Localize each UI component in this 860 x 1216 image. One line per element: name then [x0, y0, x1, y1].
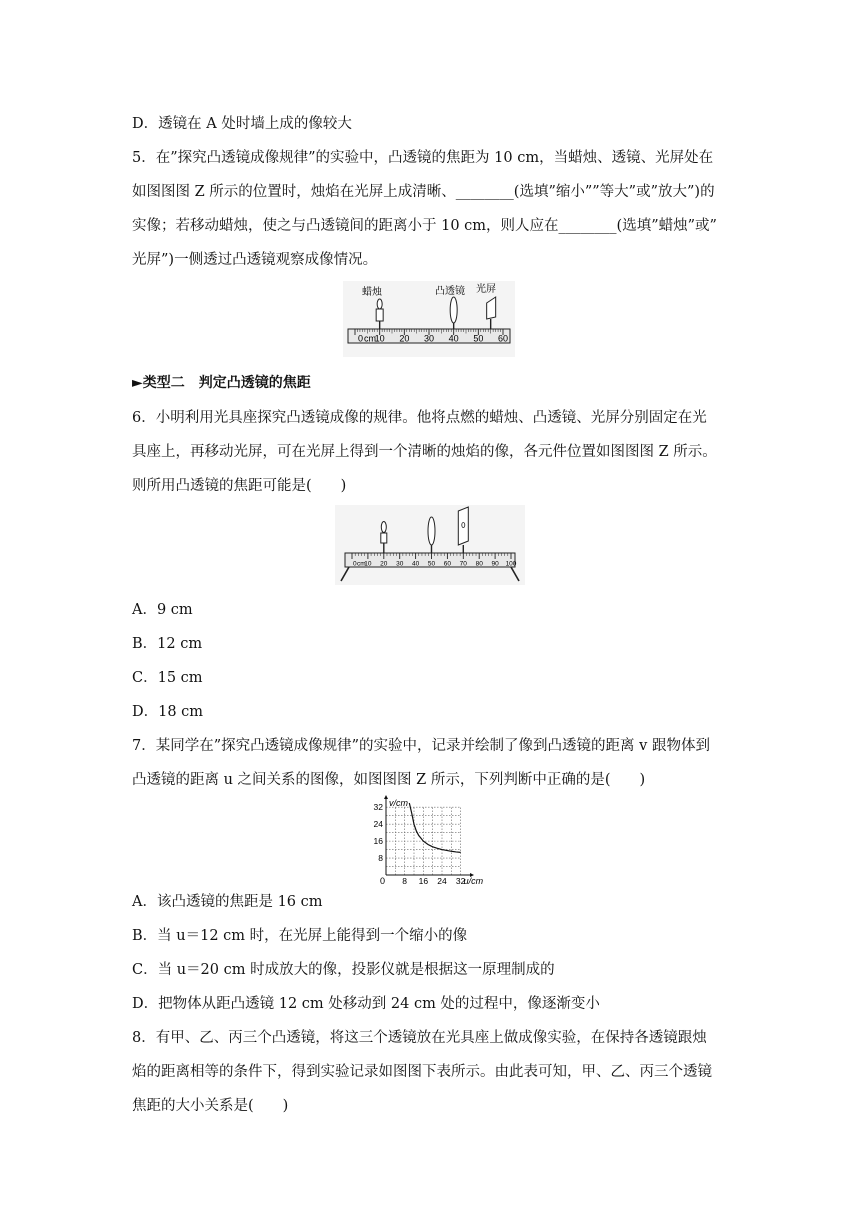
tick-label: 10 [364, 560, 372, 568]
tick-label: 80 [475, 560, 483, 568]
q7-option-d: D．把物体从距凸透镜 12 cm 处移动到 24 cm 处的过程中，像逐渐变小 [132, 996, 600, 1012]
q8-text-line: 焦距的大小关系是( ) [132, 1098, 289, 1114]
q7-origin-label: 0 [380, 876, 386, 886]
tick-label: 0 [353, 560, 357, 568]
q7-x-axis-label: u/cm [463, 876, 484, 886]
q8-text-line: 焰的距离相等的条件下，得到实验记录如图图下表所示。由此表可知，甲、乙、丙三个透镜 [132, 1064, 712, 1080]
q8-text-line: 8．有甲、乙、丙三个凸透镜，将这三个透镜放在光具座上做成像实验，在保持各透镜跟烛 [132, 1030, 707, 1046]
q6-option-d: D．18 cm [132, 704, 204, 720]
tick-label: 0 [358, 333, 364, 344]
q4-option-d: D．透镜在 A 处时墙上成的像较大 [132, 116, 352, 132]
q5-optical-bench-figure [343, 281, 515, 357]
tick-label: 70 [459, 560, 467, 568]
q6-option-c: C．15 cm [132, 670, 203, 686]
tick-label: 60 [443, 560, 452, 568]
q6-text-line: 具座上，再移动光屏，可在光屏上得到一个清晰的烛焰的像，各元件位置如图图图 Z 所示。 [132, 444, 717, 460]
tick-label: 30 [423, 333, 435, 344]
y-tick-label: 32 [373, 802, 383, 813]
q5-text-line: 如图图图 Z 所示的位置时，烛焰在光屏上成清晰、________(选填”缩小””等大”或”放大”)的 [132, 184, 715, 200]
q7-text-line: 7．某同学在”探究凸透镜成像规律”的实验中，记录并绘制了像到凸透镜的距离 v 跟物体到 [132, 738, 710, 754]
q6-text-line: 6．小明利用光具座探究凸透镜成像的规律。他将点燃的蜡烛、凸透镜、光屏分别固定在光 [132, 410, 707, 426]
tick-label: 30 [396, 560, 404, 568]
q5-screen-label: 光屏 [476, 284, 496, 295]
tick-label: 20 [380, 560, 388, 568]
q5-text-line: 5．在”探究凸透镜成像规律”的实验中，凸透镜的焦距为 10 cm，当蜡烛、透镜、光屏处在 [132, 150, 714, 166]
tick-label: 20 [399, 333, 410, 344]
q6-option-b: B．12 cm [132, 636, 203, 652]
q7-option-a: A．该凸透镜的焦距是 16 cm [132, 894, 323, 910]
x-tick-label: 32 [455, 876, 466, 886]
tick-label: 90 [491, 560, 499, 568]
y-tick-label: 8 [378, 853, 383, 864]
x-tick-label: 8 [402, 876, 408, 886]
q7-option-b: B．当 u＝12 cm 时，在光屏上能得到一个缩小的像 [132, 928, 468, 944]
tick-label: cm [364, 333, 376, 344]
x-tick-label: 16 [418, 876, 429, 886]
section-heading: ►类型二 判定凸透镜的焦距 [132, 375, 311, 391]
y-tick-label: 16 [373, 836, 383, 847]
x-tick-label: 24 [437, 876, 447, 886]
tick-label: 100 [505, 560, 517, 568]
tick-label: 10 [374, 333, 385, 344]
tick-label: 40 [411, 560, 420, 568]
tick-label: 40 [448, 333, 459, 344]
q7-y-axis-label: v/cm [389, 798, 408, 809]
q6-text-line: 则所用凸透镜的焦距可能是( ) [132, 478, 347, 494]
q7-v-u-chart [362, 789, 490, 887]
tick-label: 60 [497, 333, 509, 344]
q6-optical-bench-figure [335, 505, 525, 585]
q5-text-line: 光屏”)一侧透过凸透镜观察成像情况。 [132, 252, 378, 268]
tick-label: 50 [427, 560, 436, 568]
q5-text-line: 实像；若移动蜡烛，使之与凸透镜间的距离小于 10 cm，则人应在________(选填”蜡烛”或” [132, 218, 717, 234]
tick-label: cm [357, 560, 366, 568]
q6-option-a: A．9 cm [132, 602, 193, 618]
q7-text-line: 凸透镜的距离 u 之间关系的图像，如图图图 Z 所示，下列判断中正确的是( ) [132, 772, 646, 788]
q7-option-c: C．当 u＝20 cm 时成放大的像，投影仪就是根据这一原理制成的 [132, 962, 555, 978]
y-tick-label: 24 [373, 819, 383, 830]
tick-label: 50 [473, 333, 484, 344]
q5-candle-label: 蜡烛 [362, 287, 382, 298]
q5-lens-label: 凸透镜 [435, 286, 465, 297]
